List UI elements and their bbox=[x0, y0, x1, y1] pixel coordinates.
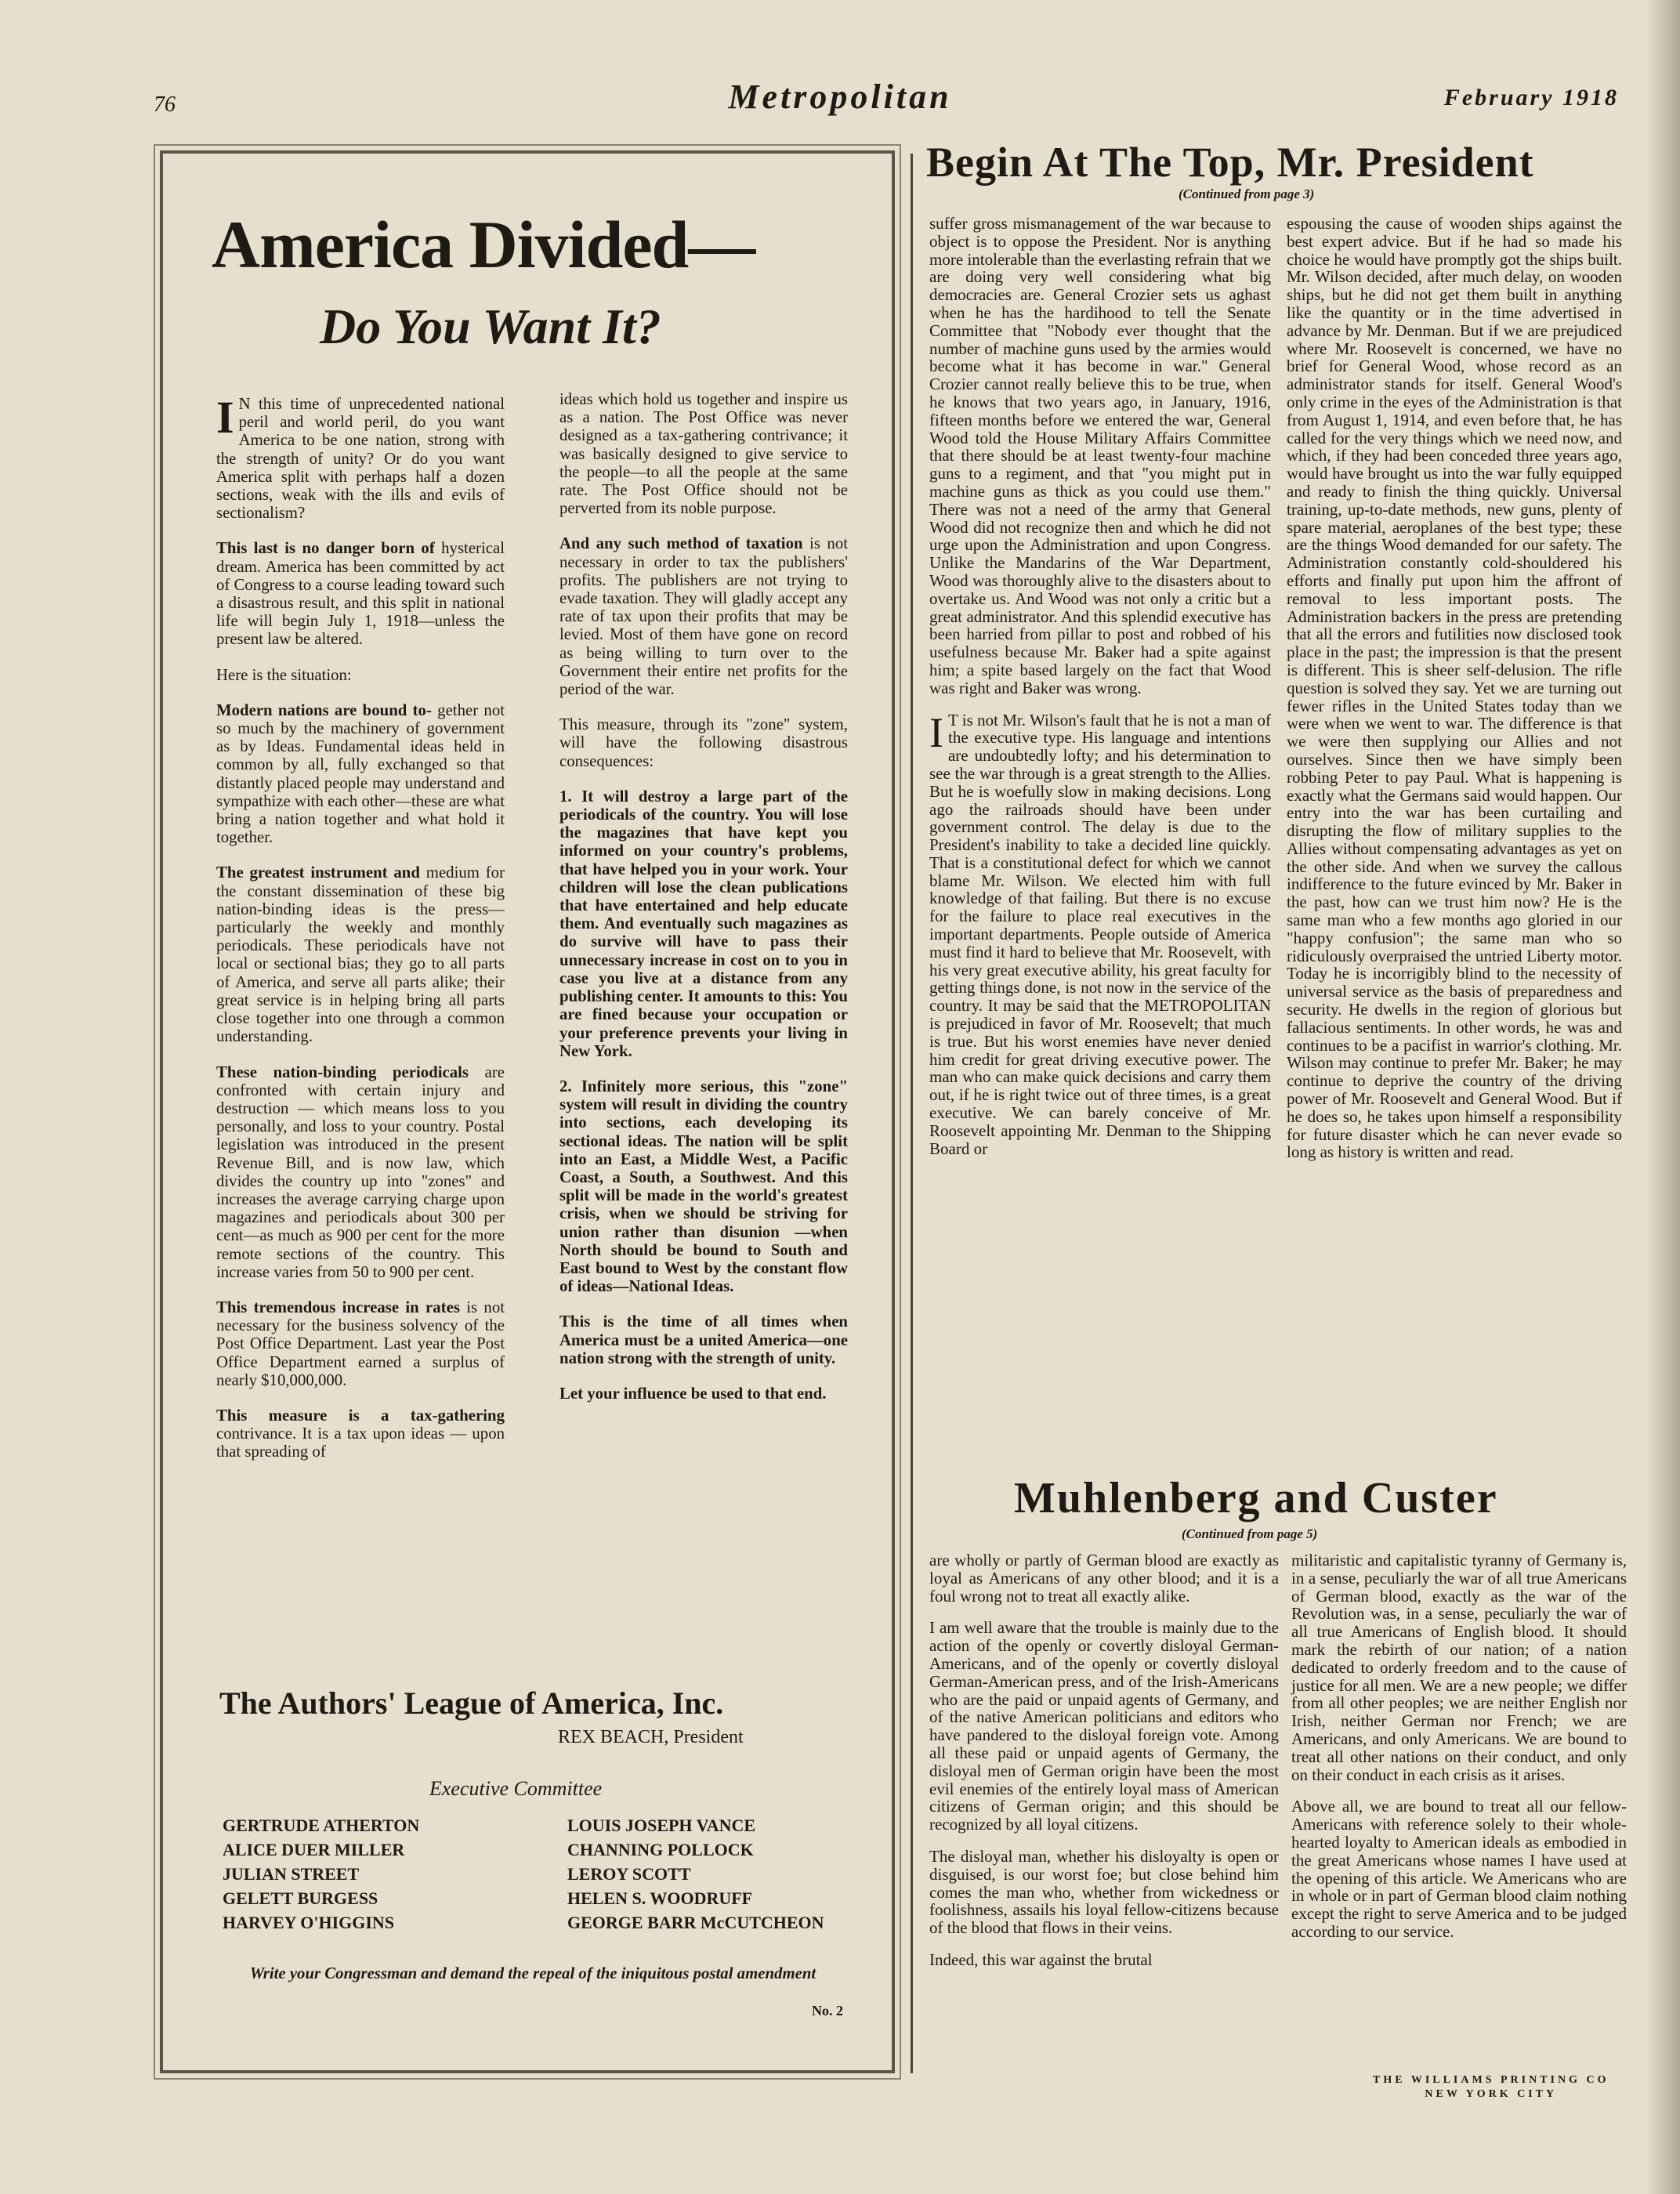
paragraph bbox=[559, 715, 848, 770]
continued-note: (Continued from page 5) bbox=[1182, 1526, 1318, 1541]
paragraph-text: medium for the constant dissemination of these big nation-binding ideas is the press—particularly the weekly and monthly periodicals. These periodicals have not local or sectional bias; they go to all parts of America, and serve all parts alike; their great service is in helping bring all parts close together into one through a common understanding. bbox=[216, 863, 505, 1046]
paragraph-text: 1. It will destroy a large part of the periodicals of the country. You will lose the magazines that have kept you informed on your country's problems, that have helped you in your work. Your children will lose the clean publications that have entertained and help educate them. And eventually such magazines as do survive will have to pass their unnecessary increase in cost on to you in case you live at a distance from any publishing center. It amounts to this: You are fined because your occupation or your preference prevents your living in New York. bbox=[559, 787, 848, 1060]
call-to-action: Write your Congressman and demand the repeal of the iniquitous postal amendment bbox=[249, 1964, 816, 1982]
paragraph-text: Above all, we are bound to treat all our fellow-Americans with reference solely to their whole-hearted loyalty to American ideals as embodied in the great Americans whose names I have used at the opening of this article. We Americans who are in whole or in part of German blood claim nothing except the right to serve America and to be judged according to our service. bbox=[1291, 1797, 1627, 1941]
lead-in: And any such method of taxation bbox=[559, 534, 803, 553]
paragraph bbox=[216, 701, 505, 847]
ad-president: REX BEACH, President bbox=[558, 1727, 744, 1747]
paragraph bbox=[216, 666, 505, 684]
paragraph bbox=[929, 215, 1271, 697]
paragraph bbox=[559, 1077, 848, 1295]
article-title: Muhlenberg and Custer bbox=[1014, 1474, 1498, 1522]
magazine-masthead: Metropolitan bbox=[728, 78, 952, 116]
article1-right-column bbox=[1287, 215, 1622, 1175]
paragraph bbox=[929, 1551, 1279, 1605]
paragraph-text: I am well aware that the trouble is mainly due to the action of the openly or covertly disloyal German-Americans, and of the openly or covertly disloyal German-American press, and of the Irish-Americans who are the paid or unpaid agents of Germany, and of the native American politicians and editors who have pandered to the disloyal foreign vote. Among all these paid or unpaid agents of Germany, the disloyal men of German origin have been the most evil enemies of the entirely loyal mass of American citizens of German origin; and this should be recognized by all loyal citizens. bbox=[929, 1618, 1279, 1834]
committee-member: GELETT BURGESS bbox=[223, 1888, 378, 1908]
drop-cap: I bbox=[216, 392, 234, 443]
paragraph bbox=[216, 539, 505, 648]
paragraph bbox=[929, 708, 1271, 1158]
article-title: Begin At The Top, Mr. President bbox=[926, 139, 1534, 186]
paragraph-text: ideas which hold us together and inspire us as a nation. The Post Office was never designed as a tax-gathering contrivance; it was basically designed to give service to the people—to all the people at the same rate. The Post Office should not be perverted from its noble purpose. bbox=[559, 390, 848, 518]
paragraph-text: militaristic and capitalistic tyranny of Germany is, in a sense, peculiarly the war of all true Americans of German blood, exactly as the war of the Revolution was, in a sense, peculiarly the war of all true Americans of English blood. It should mark the rebirth of our nation; of a nation dedicated to orderly freedom and to the cause of justice for all men. We are a new people; we differ from all other peoples; we are neither English nor Irish, neither German nor French; we are Americans, and only Americans. We are bound to treat all other nations on their conduct, and only on their conduct in each crisis as it arises. bbox=[1291, 1551, 1627, 1784]
lead-in: Modern nations are bound to- bbox=[216, 701, 432, 719]
paragraph-text: 2. Infinitely more serious, this "zone" system will result in dividing the country into sections, each developing its sectional ideas. The nation will be split into an East, a Middle West, a Pacific Coast, a South, a Southwest. And this split will be made in the world's greatest crisis, when we should be striving for union rather than disunion —when North should be bound to South and East bound to West by the constant flow of ideas—National Ideas. bbox=[559, 1077, 848, 1296]
executive-committee-title: Executive Committee bbox=[429, 1777, 603, 1800]
paragraph-text: Here is the situation: bbox=[216, 665, 352, 684]
page-number: 76 bbox=[154, 92, 176, 117]
ad-organization: The Authors' League of America, Inc. bbox=[219, 1685, 724, 1721]
paragraph-text: are confronted with certain injury and destruction — which means loss to you personally, and loss to your country. Postal legislation was introduced in the present Revenue Bill, and is now law, which divides the country up into "zones" and increases the average carrying charge upon magazines and periodicals about 300 per cent—as much as 900 per cent for the more remote sections of the country. This increase varies from 50 to 900 per cent. bbox=[216, 1063, 505, 1281]
page-edge-shadow bbox=[1647, 0, 1680, 2194]
committee-members-right bbox=[567, 1813, 824, 1935]
paragraph-text: suffer gross mismanagement of the war because to object is to oppose the President. Nor is anything more intolerable than the everlasting refrain that we are doing very well considering what big democracies are. General Crozier sets us aghast when he has the hardihood to tell the Senate Committee that "Nobody ever thought that the number of machine guns used by the armies would become what it has become in war." General Crozier cannot really believe this to be true, when he knows that two years ago, in January, 1916, fifteen months before we entered the war, General Wood told the House Military Affairs Committee that there should be at least twenty-four machine guns to a regiment, and that "you might put in machine guns as thick as you could use them." There was not a need of the army that General Wood did not recognize then and which he did not urge upon the Administration and upon Congress. Unlike the Mandarins of the War Department, Wood was thoroughly alive to the disasters about to overtake us. And Wood was not only a critic but a great administrator. And this splendid executive has been harried from pillar to post and robbed of his usefulness because Mr. Baker had a spite against him; a spite based largely on the fact that Wood was right and Baker was wrong. bbox=[929, 214, 1271, 697]
continued-note: (Continued from page 3) bbox=[1179, 186, 1315, 201]
committee-member: LEROY SCOTT bbox=[567, 1864, 691, 1884]
paragraph-text: espousing the cause of wooden ships against the best expert advice. But if he had so made his choice he would have promptly got the ships built. Mr. Wilson decided, after much delay, on wooden ships, but he did not get them built in anything like the quantity or in the time advertised in advance by Mr. Denman. But if we are prejudiced where Mr. Roosevelt is concerned, we have no brief for General Wood, whose record as an administrator stands for itself. General Wood's only crime in the eyes of the Administration is that from August 1, 1914, and even before that, he has called for the very things which we need now, and which, if they had been conceded three years ago, would have brought us into the war fully equipped and ready to finish the thing quickly. Universal training, up-to-date methods, new guns, plenty of spare material, aeroplanes of the best type; these are the things Wood demanded for our safety. The Administration constantly cold-shouldered his efforts and finally put upon him the affront of removal to less important posts. The Administration backers in the press are pretending that all the errors and futilities now disclosed took place in the past; the impression is that the present is different. This is sheer self-delusion. The rifle question is solved they say. Yet we are turning out fewer rifles in the United States today than we were when we went to war. The difference is that we were then supplying our Allies and not ourselves. Since then we have simply been robbing Peter to pay Paul. What is happening is exactly what the Germans said would happen. Our entry into the war has been curtailing and disrupting the flow of military supplies to the Allies without compensating advantages as yet on the other side. And when we survey the callous indifference to the future evinced by Mr. Baker in the past, how can we trust him now? He is the same man who a few months ago gloried in our "happy confusion"; the same man who so ridiculously overpraised the untried Liberty motor. Today he is incorrigibly blind to the necessity of universal service as the basis of preparedness and security. He dwells in the region of glorious but fallacious sentiments. In other words, he was and continues to be a pacifist in warrior's clothing. Mr. Wilson may continue to prefer Mr. Baker; he may continue to deprive the country of the driving power of Mr. Roosevelt and General Wood. But if he does so, he takes upon himself a responsibility for future disaster which he can never evade so long as history is written and read. bbox=[1287, 214, 1622, 1162]
printer-line: THE WILLIAMS PRINTING CO bbox=[1373, 2074, 1609, 2086]
lead-in: This measure is a tax-gathering bbox=[216, 1406, 505, 1425]
paragraph-text: T is not Mr. Wilson's fault that he is not a man of the executive type. His language and intentions are undoubtedly lofty; and his determination to see the war through is a great strength to the Allies. But he is woefully slow in making decisions. Long ago the railroads should have been under government control. The delay is due to the President's inability to take a decided line quickly. That is a constitutional defect for which we cannot blame Mr. Wilson. We elected him with full knowledge of that failing. But there is no excuse for the failure to place real executives in the important departments. People outside of America must find it hard to believe that Mr. Roosevelt, with his very great executive ability, his great faculty for getting things done, is not now in the service of the country. It may be said that the METROPOLITAN is prejudiced in favor of Mr. Roosevelt; that much is true. But his worst enemies have never denied him credit for great driving executive power. The man who can make quick decisions and carry them out, if he is right twice out of three times, is a great executive. We can barely conceive of Mr. Roosevelt appointing Mr. Denman to the Shipping Board or bbox=[929, 710, 1271, 1158]
paragraph-text: The disloyal man, whether his disloyalty is open or disguised, is our worst foe; but close behind him comes the man who, whether from wickedness or foolishness, assails his loyal fellow-citizens because of the blood that flows in their veins. bbox=[929, 1846, 1279, 1938]
ad-left-column bbox=[216, 392, 505, 1479]
paragraph bbox=[559, 1312, 848, 1367]
paragraph-text: This measure, through its "zone" system, will have the following disastrous consequences: bbox=[559, 715, 848, 770]
paragraph bbox=[929, 1951, 1279, 1969]
column-divider bbox=[911, 154, 913, 2073]
paragraph bbox=[559, 1385, 848, 1403]
paragraph bbox=[216, 392, 505, 523]
paragraph bbox=[559, 390, 848, 517]
paragraph-text: Indeed, this war against the brutal bbox=[929, 1950, 1153, 1969]
ad-right-column bbox=[559, 390, 848, 1420]
ad-number: No. 2 bbox=[812, 2003, 843, 2018]
paragraph bbox=[1287, 215, 1622, 1161]
paragraph-text: contrivance. It is a tax upon ideas — upon that spreading of bbox=[216, 1425, 505, 1461]
committee-member: ALICE DUER MILLER bbox=[223, 1840, 405, 1859]
committee-member: HELEN S. WOODRUFF bbox=[567, 1888, 753, 1908]
article1-left-column bbox=[929, 215, 1271, 1171]
paragraph bbox=[559, 534, 848, 698]
paragraph bbox=[1291, 1551, 1627, 1783]
committee-member: CHANNING POLLOCK bbox=[567, 1840, 754, 1859]
lead-in: The greatest instrument and bbox=[216, 863, 420, 882]
committee-member: HARVEY O'HIGGINS bbox=[223, 1913, 395, 1932]
lead-in: These nation-binding periodicals bbox=[216, 1063, 469, 1081]
paragraph-text: hysterical dream. America has been committed by act of Congress to a course leading toward such a disastrous result, and this split in national life will begin July 1, 1918—unless the present law be altered. bbox=[216, 539, 505, 649]
lead-in: This last is no danger born of bbox=[216, 539, 435, 558]
paragraph bbox=[1291, 1798, 1627, 1940]
article2-left-column bbox=[929, 1551, 1279, 1983]
paragraph-text: N this time of unprecedented national peril and world peril, do you want America to be one nation, strong with the strength of unity? Or do you want America split with perhaps half a dozen sections, weak with the ills and evils of sectionalism? bbox=[216, 395, 505, 523]
committee-members-left bbox=[223, 1813, 419, 1935]
ad-subheadline: Do You Want It? bbox=[320, 299, 661, 354]
paragraph bbox=[216, 863, 505, 1045]
ad-headline: America Divided— bbox=[212, 207, 755, 282]
issue-date: February 1918 bbox=[1443, 85, 1619, 110]
paragraph-text: This is the time of all times when America must be a united America—one nation strong with the strength of unity. bbox=[559, 1312, 848, 1367]
printer-imprint bbox=[1373, 2073, 1609, 2102]
drop-cap: I bbox=[929, 708, 943, 756]
paragraph bbox=[559, 787, 848, 1060]
paragraph bbox=[929, 1848, 1279, 1937]
paragraph-text: gether not so much by the machinery of government as by Ideas. Fundamental ideas held in common by all, fully exchanged so that distantly placed people may understand and sympathize with each other—these are what bring a nation together and what hold it together. bbox=[216, 701, 505, 847]
paragraph bbox=[216, 1063, 505, 1281]
paragraph bbox=[929, 1619, 1279, 1834]
committee-member: GEORGE BARR McCUTCHEON bbox=[567, 1913, 824, 1932]
paragraph-text: is not necessary for the business solvency of the Post Office Department. Last year the Post Office Department earned a surplus of nearly $10,000,000. bbox=[216, 1298, 505, 1389]
paragraph-text: Let your influence be used to that end. bbox=[559, 1384, 827, 1403]
committee-member: JULIAN STREET bbox=[223, 1864, 360, 1884]
article2-right-column bbox=[1291, 1551, 1627, 1955]
paragraph-text: are wholly or partly of German blood are exactly as loyal as Americans of any other blood; and it is a foul wrong not to treat all exactly alike. bbox=[929, 1551, 1279, 1606]
committee-member: GERTRUDE ATHERTON bbox=[223, 1816, 420, 1835]
paragraph-text: is not necessary in order to tax the publishers' profits. The publishers are not trying to evade taxation. They will gladly accept any rate of tax upon their profits that may be levied. Most of them have gone on record as being willing to turn over to the Government their entire net profits for the period of the war. bbox=[559, 534, 848, 699]
committee-member: LOUIS JOSEPH VANCE bbox=[567, 1816, 756, 1835]
paragraph bbox=[216, 1298, 505, 1389]
lead-in: This tremendous increase in rates bbox=[216, 1298, 460, 1316]
printer-line: NEW YORK CITY bbox=[1425, 2088, 1558, 2100]
paragraph bbox=[216, 1407, 505, 1461]
